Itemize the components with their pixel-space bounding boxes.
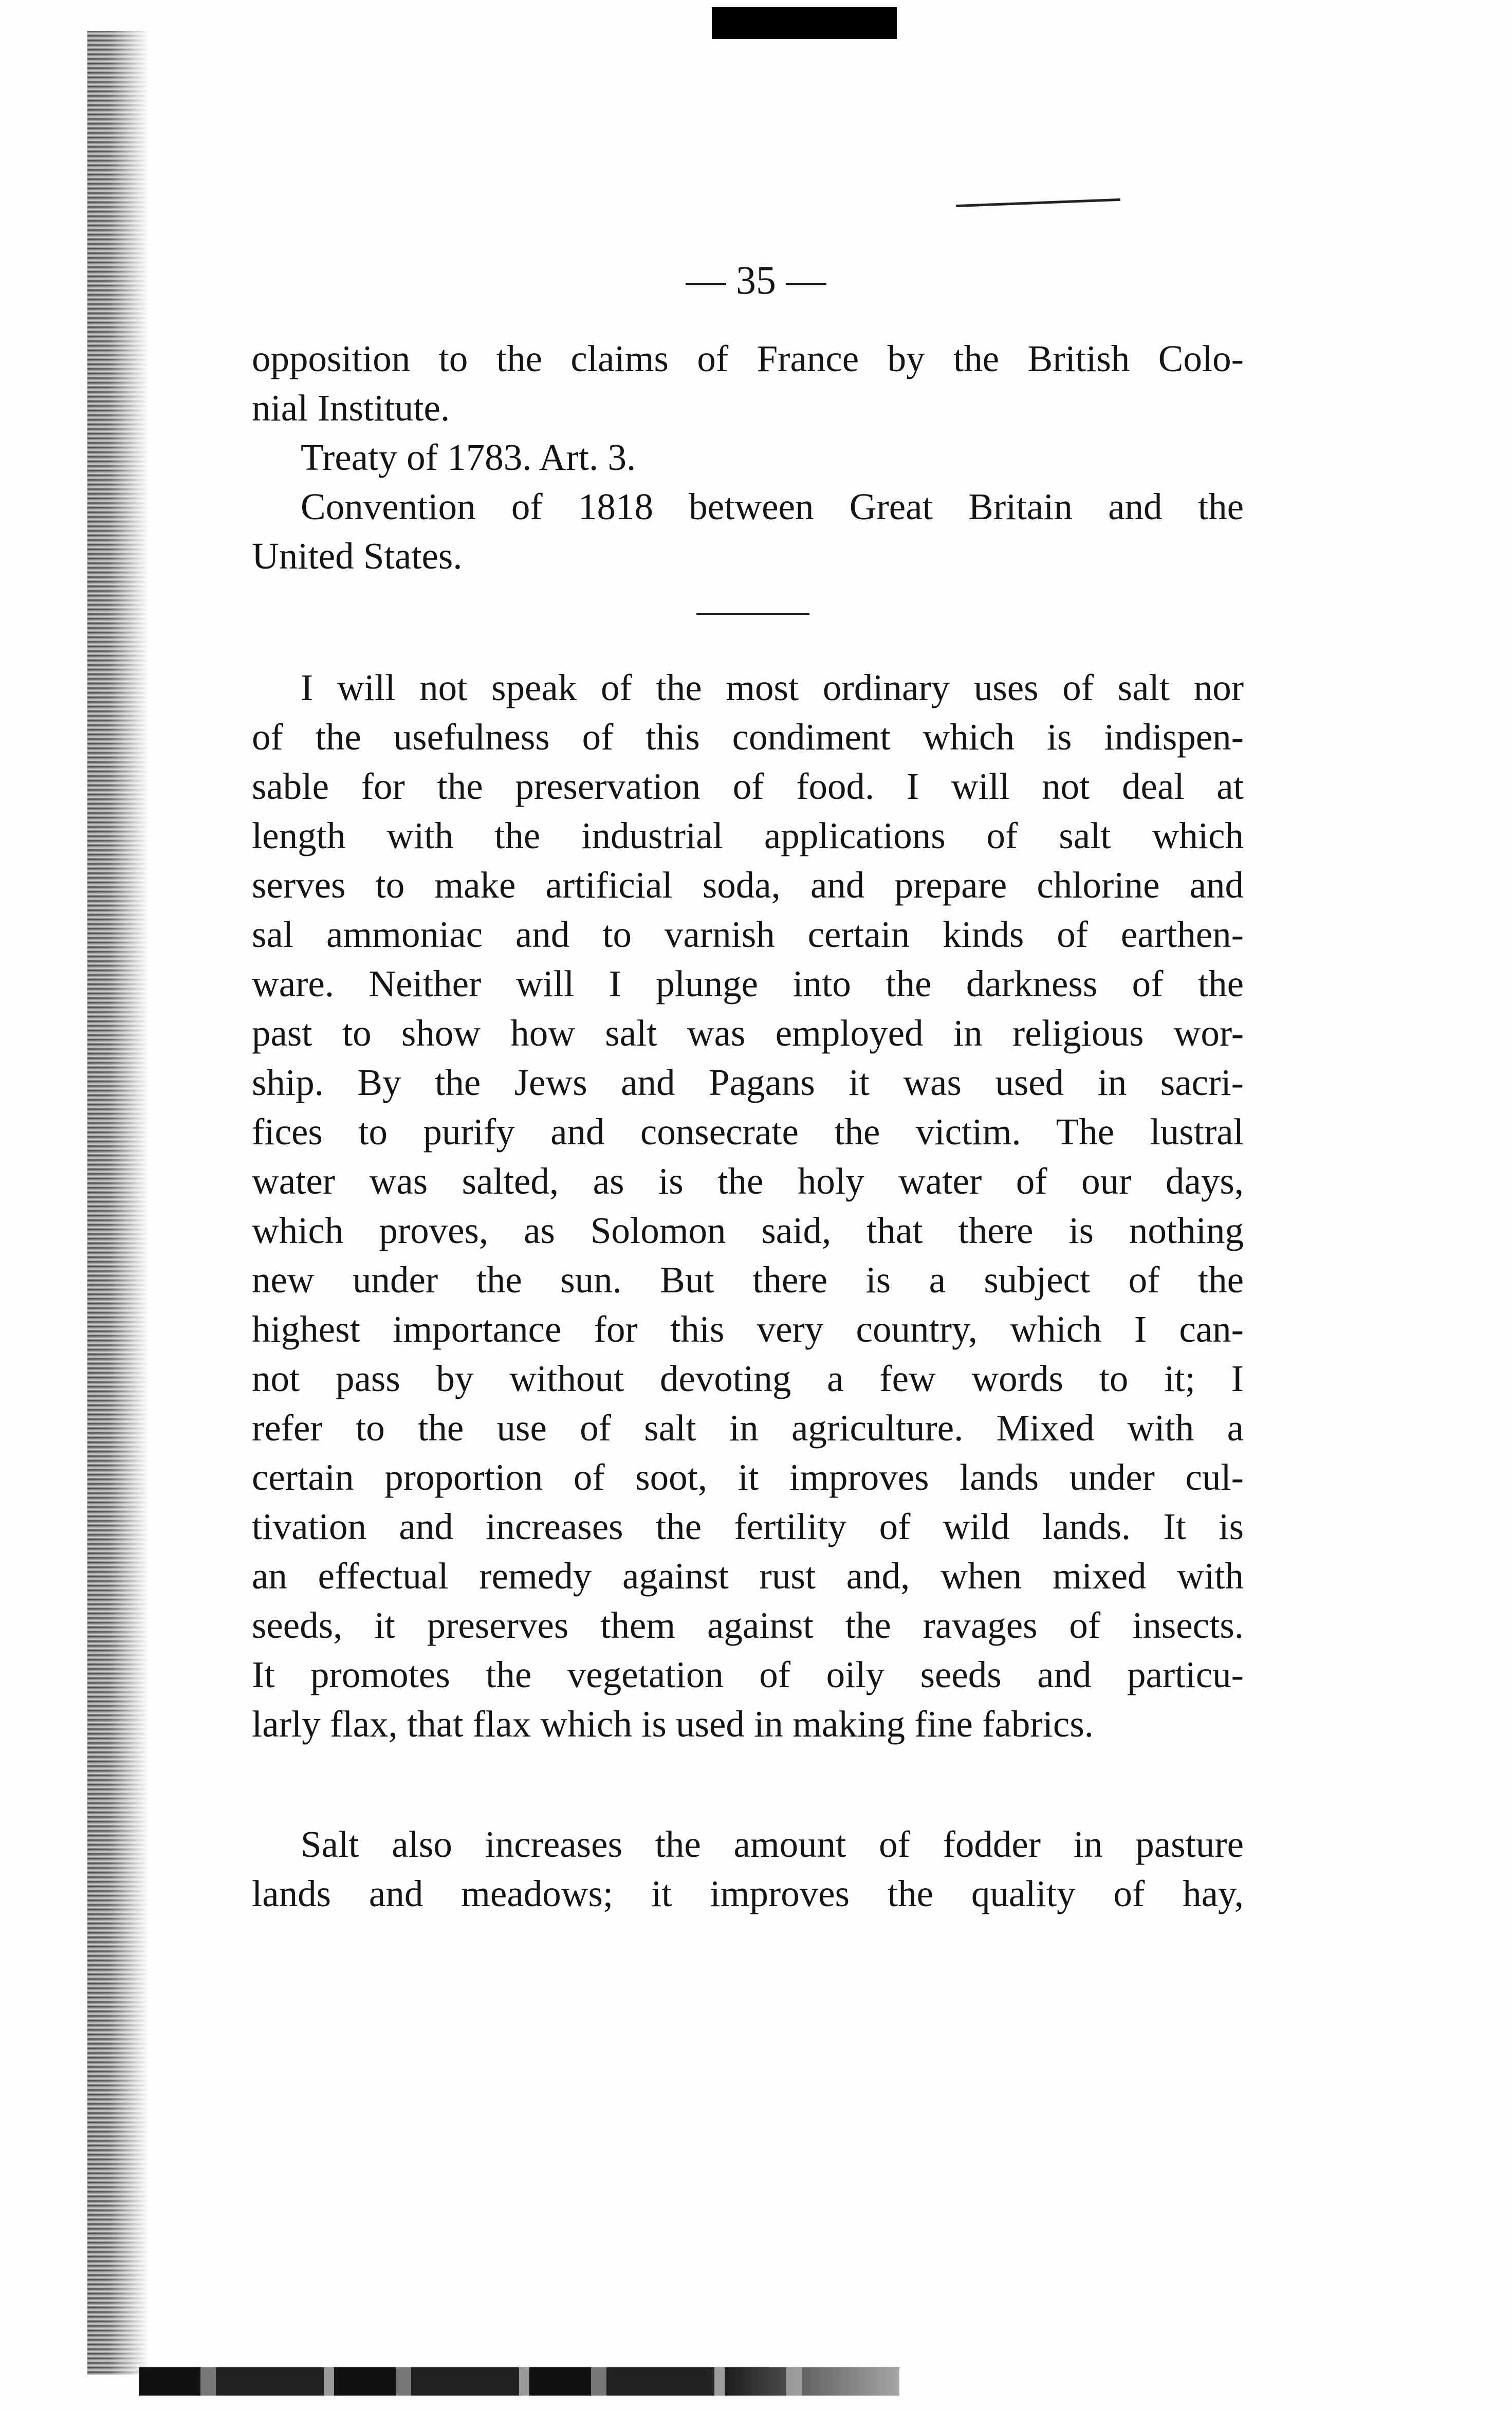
text-line: seeds, it preserves them against the ravages of insects. xyxy=(252,1604,1244,1646)
text-line: ship. By the Jews and Pagans it was used in sacri- xyxy=(252,1062,1244,1103)
text-line: past to show how salt was employed in religious wor- xyxy=(252,1012,1244,1054)
text-line: Convention of 1818 between Great Britain and the xyxy=(301,486,1244,527)
text-line: length with the industrial applications of salt which xyxy=(252,815,1244,856)
section-divider xyxy=(696,613,809,615)
text-line: sal ammoniac and to varnish certain kinds of earthen- xyxy=(252,914,1244,955)
final-paragraph xyxy=(252,1820,1244,1919)
page-tab-mark xyxy=(712,7,897,39)
text-line: not pass by without devoting a few words to it; I xyxy=(252,1358,1244,1399)
text-line: tivation and increases the fertility of wild lands. It is xyxy=(252,1506,1244,1547)
text-line: certain proportion of soot, it improves lands under cul- xyxy=(252,1456,1244,1498)
text-line: of the usefulness of this condiment which is indispen- xyxy=(252,716,1244,758)
text-line: nial Institute. xyxy=(252,387,450,429)
text-line: United States. xyxy=(252,535,463,577)
page-number: — 35 — xyxy=(686,258,826,302)
text-line: water was salted, as is the holy water of our days, xyxy=(252,1160,1244,1202)
references-block xyxy=(252,334,1244,581)
text-line: which proves, as Solomon said, that there is nothing xyxy=(252,1210,1244,1251)
text-line: ware. Neither will I plunge into the darkness of the xyxy=(252,963,1244,1004)
binding-shadow xyxy=(87,31,149,2375)
text-line: lands and meadows; it improves the quality of hay, xyxy=(252,1873,1244,1914)
text-line: new under the sun. But there is a subject of the xyxy=(252,1259,1244,1301)
text-line: Treaty of 1783. Art. 3. xyxy=(301,436,636,478)
text-line: opposition to the claims of France by the British Colo- xyxy=(252,338,1244,379)
text-line: Salt also increases the amount of fodder in pasture xyxy=(301,1823,1244,1865)
text-line: fices to purify and consecrate the victim. The lustral xyxy=(252,1111,1244,1153)
text-line: an effectual remedy against rust and, when mixed with xyxy=(252,1555,1244,1597)
text-line: refer to the use of salt in agriculture. Mixed with a xyxy=(252,1407,1244,1449)
text-line: sable for the preservation of food. I will not deal at xyxy=(252,765,1244,807)
text-line: It promotes the vegetation of oily seeds and particu- xyxy=(252,1654,1244,1695)
text-line: I will not speak of the most ordinary uses of salt nor xyxy=(301,667,1244,708)
bottom-scan-edge xyxy=(139,2367,899,2396)
text-line: highest importance for this very country, which I can- xyxy=(252,1308,1244,1350)
stray-mark xyxy=(956,198,1120,207)
text-line: larly flax, that flax which is used in making fine fabrics. xyxy=(252,1703,1094,1745)
main-paragraph xyxy=(252,663,1244,1749)
text-line: serves to make artificial soda, and prepare chlorine and xyxy=(252,864,1244,906)
